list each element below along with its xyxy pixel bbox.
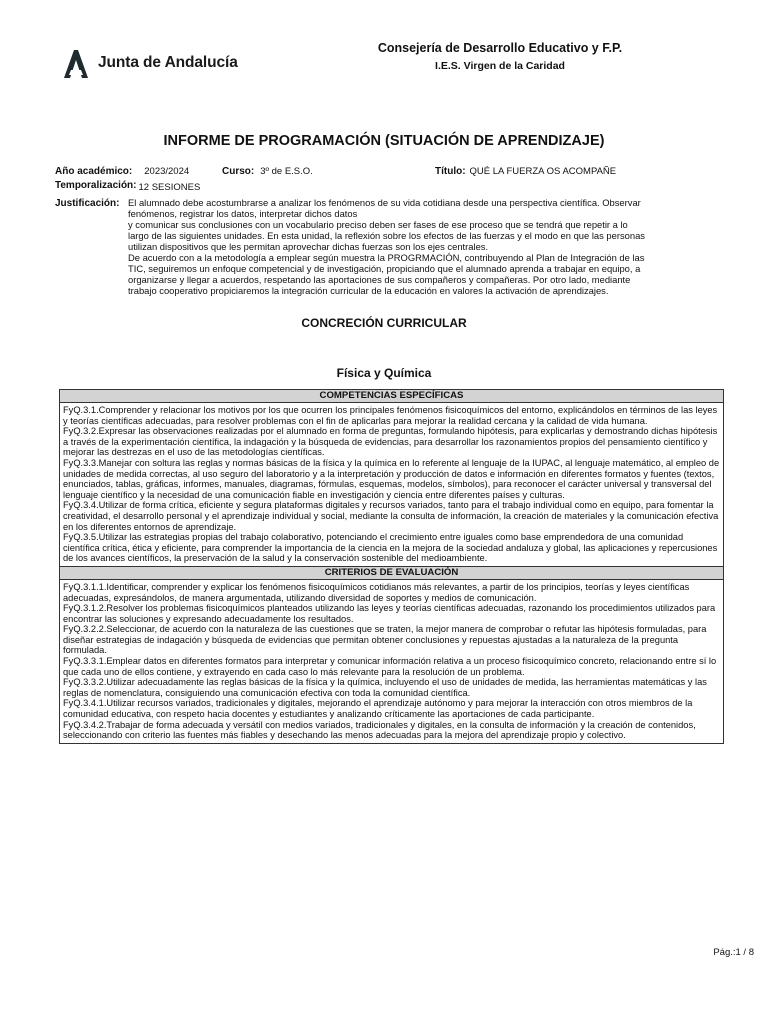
curso-label: Curso: (222, 166, 255, 177)
report-title: INFORME DE PROGRAMACIÓN (SITUACIÓN DE APRENDIZAJE) (163, 133, 605, 149)
centro-name: I.E.S. Virgen de la Caridad (435, 60, 565, 72)
anio-label: Año académico: (55, 166, 133, 177)
temporalizacion-value: 12 SESIONES (138, 182, 201, 193)
titulo-value: QUÉ LA FUERZA OS ACOMPAÑE (469, 166, 617, 177)
curso-value: 3º de E.S.O. (260, 166, 313, 177)
criterio-item: FyQ.3.4.2.Trabajar de forma adecuada y versátil con medios variados, tradicionales y digitales, en la consulta de información y la creación de contenidos, seleccionando con criterio las fuentes más fiables y desechando las menos adecuadas para la mejora del aprendizaje propio y colectivo. (63, 719, 696, 741)
anio-value: 2023/2024 (144, 166, 190, 177)
competencia-item: FyQ.3.2.Expresar las observaciones realizadas por el alumnado en forma de preguntas, formulando hipótesis, para explicarlas y demostrando dichas hipótesis a través de la experimentación científica, la indagación y la búsqueda de evidencias, para desarrollar los razonamientos propios del pensamiento científico y mejorar las destrezas en el uso de las metodologías científicas. (63, 426, 718, 458)
logo-text: Junta de Andalucía (98, 54, 238, 71)
justificacion-text: El alumnado debe acostumbrarse a analizar los fenómenos de su vida cotidiana desde una perspectiva científica. Observar fenómenos, registrar los datos, interpretar dichos datos y comunicar sus conclusiones con un vocabulario preciso deben ser fases de ese proceso que se tendrá que repetir a lo largo de las siguientes unidades. En esta unidad, la reflexión sobre los efectos de las fuerzas y el modo en que las personas utilizan dispositivos que les permitan aprovechar dichas fuerzas son los ejes centrales. De acuerdo con a la metodología a emplear según muestra la PROGRMACIÓN, contribuyendo al Plan de Integración de las TIC, seguiremos un enfoque competencial y de investigación, propiciando que el alumnado aprenda a trabajar en equipo, a organizarse y llegar a acuerdos, respetando las aportaciones de sus compañeros y compañeras. Por otro lado, mediante trabajo cooperativo propiciaremos la integración curricular de la educación en valores la activación de aprendizajes. (128, 197, 645, 296)
curso (222, 166, 313, 177)
competencia-item: FyQ.3.1.Comprender y relacionar los motivos por los que ocurren los principales fenómenos fisicoquímicos del entorno, explicándolos en términos de las leyes y teorías científicas adecuadas, para resolver problemas con el fin de aplicarlas para mejorar la realidad cercana y la calidad de vida humana. (63, 405, 718, 426)
criterio-item: FyQ.3.1.1.Identificar, comprender y explicar los fenómenos fisicoquímicos cotidianos más relevantes, a partir de los principios, teorías y leyes científicas adecuadas, expresándolos, de manera argumentada, utilizando diversidad de soportes y medios de comunicación. (63, 581, 690, 603)
competencia-item: FyQ.3.5.Utilizar las estrategias propias del trabajo colaborativo, potenciando el crecimiento entre iguales como base emprendedora de una comunidad científica crítica, ética y eficiente, para comprender la importancia de la ciencia en la mejora de la sociedad andaluza y global, las aplicaciones y repercusiones de los avances científicos, la preservación de la salud y la conservación sostenible del medioambiente. (63, 532, 718, 564)
criterio-item: FyQ.3.2.2.Seleccionar, de acuerdo con la naturaleza de las cuestiones que se traten, la mejor manera de comprobar o refutar las hipótesis formuladas, para diseñar estrategias de indagación y búsqueda de evidencias que permitan obtener conclusiones y repuestas ajustadas a la naturaleza de la pregunta formulada. (63, 624, 707, 656)
anio-academico (55, 166, 189, 177)
consejeria-title: Consejería de Desarrollo Educativo y F.P. (377, 41, 623, 55)
justificacion-label: Justificación: (55, 198, 120, 209)
materia-title: Física y Química (336, 366, 432, 380)
temporalizacion (55, 180, 200, 191)
competencias-list (60, 403, 723, 566)
criterio-item: FyQ.3.4.1.Utilizar recursos variados, tradicionales y digitales, mejorando el aprendizaje autónomo y para mejorar la interacción con otros miembros de la comunidad educativa, con respeto hacia docentes y estudiantes y analizando críticamente las aportaciones de cada participante. (63, 698, 693, 720)
criterio-item: FyQ.3.3.1.Emplear datos en diferentes formatos para interpretar y comunicar información relativa a un proceso fisicoquímico concreto, relacionando entre sí lo que cada uno de ellos contiene, y extrayendo en cada caso lo más relevante para la resolución de un problema. (63, 656, 717, 677)
page-number: Pág.:1 / 8 (713, 947, 754, 958)
concrecion-title: CONCRECIÓN CURRICULAR (301, 316, 467, 330)
temporalizacion-label: Temporalización: (55, 180, 137, 191)
curriculum-table (59, 389, 724, 744)
criterios-heading: CRITERIOS DE EVALUACIÓN (60, 566, 723, 580)
junta-logo-icon (60, 46, 92, 80)
competencia-item: FyQ.3.4.Utilizar de forma crítica, eficiente y segura plataformas digitales y recursos variados, tanto para el trabajo individual como en equipo, para fomentar la creatividad, el desarrollo personal y el aprendizaje individual y social, mediante la consulta de información, la creación de materiales y la comunicación efectiva en los diferentes entornos de aprendizaje. (63, 500, 719, 532)
criterios-list (60, 580, 723, 743)
competencia-item: FyQ.3.3.Manejar con soltura las reglas y normas básicas de la física y la química en lo referente al lenguaje de la IUPAC, al lenguaje matemático, al empleo de unidades de medida correctas, al uso seguro del laboratorio y a la interpretación y producción de datos e información en diferentes formatos y fuentes (textos, enunciados, tablas, gráficas, informes, manuales, diagramas, fórmulas, esquemas, modelos, símbolos), para reconocer el carácter universal y transversal del lenguaje científico y la necesidad de una comunicación fiable en investigación y ciencia entre diferentes países y culturas. (63, 457, 720, 500)
competencias-heading: COMPETENCIAS ESPECÍFICAS (60, 390, 723, 403)
titulo-label: Título: (435, 166, 466, 177)
criterio-item: FyQ.3.3.2.Utilizar adecuadamente las reglas básicas de la física y la química, incluyendo el uso de unidades de medida, las herramientas matemáticas y las reglas de nomenclatura, consiguiendo una comunicación efectiva con toda la comunidad científica. (63, 677, 707, 698)
criterio-item: FyQ.3.1.2.Resolver los problemas fisicoquímicos planteados utilizando las leyes y teorías científicas adecuadas, razonando los procedimientos utilizados para encontrar las soluciones y expresando adecuadamente los resultados. (63, 603, 716, 624)
titulo (435, 166, 616, 177)
junta-logo (60, 46, 238, 80)
